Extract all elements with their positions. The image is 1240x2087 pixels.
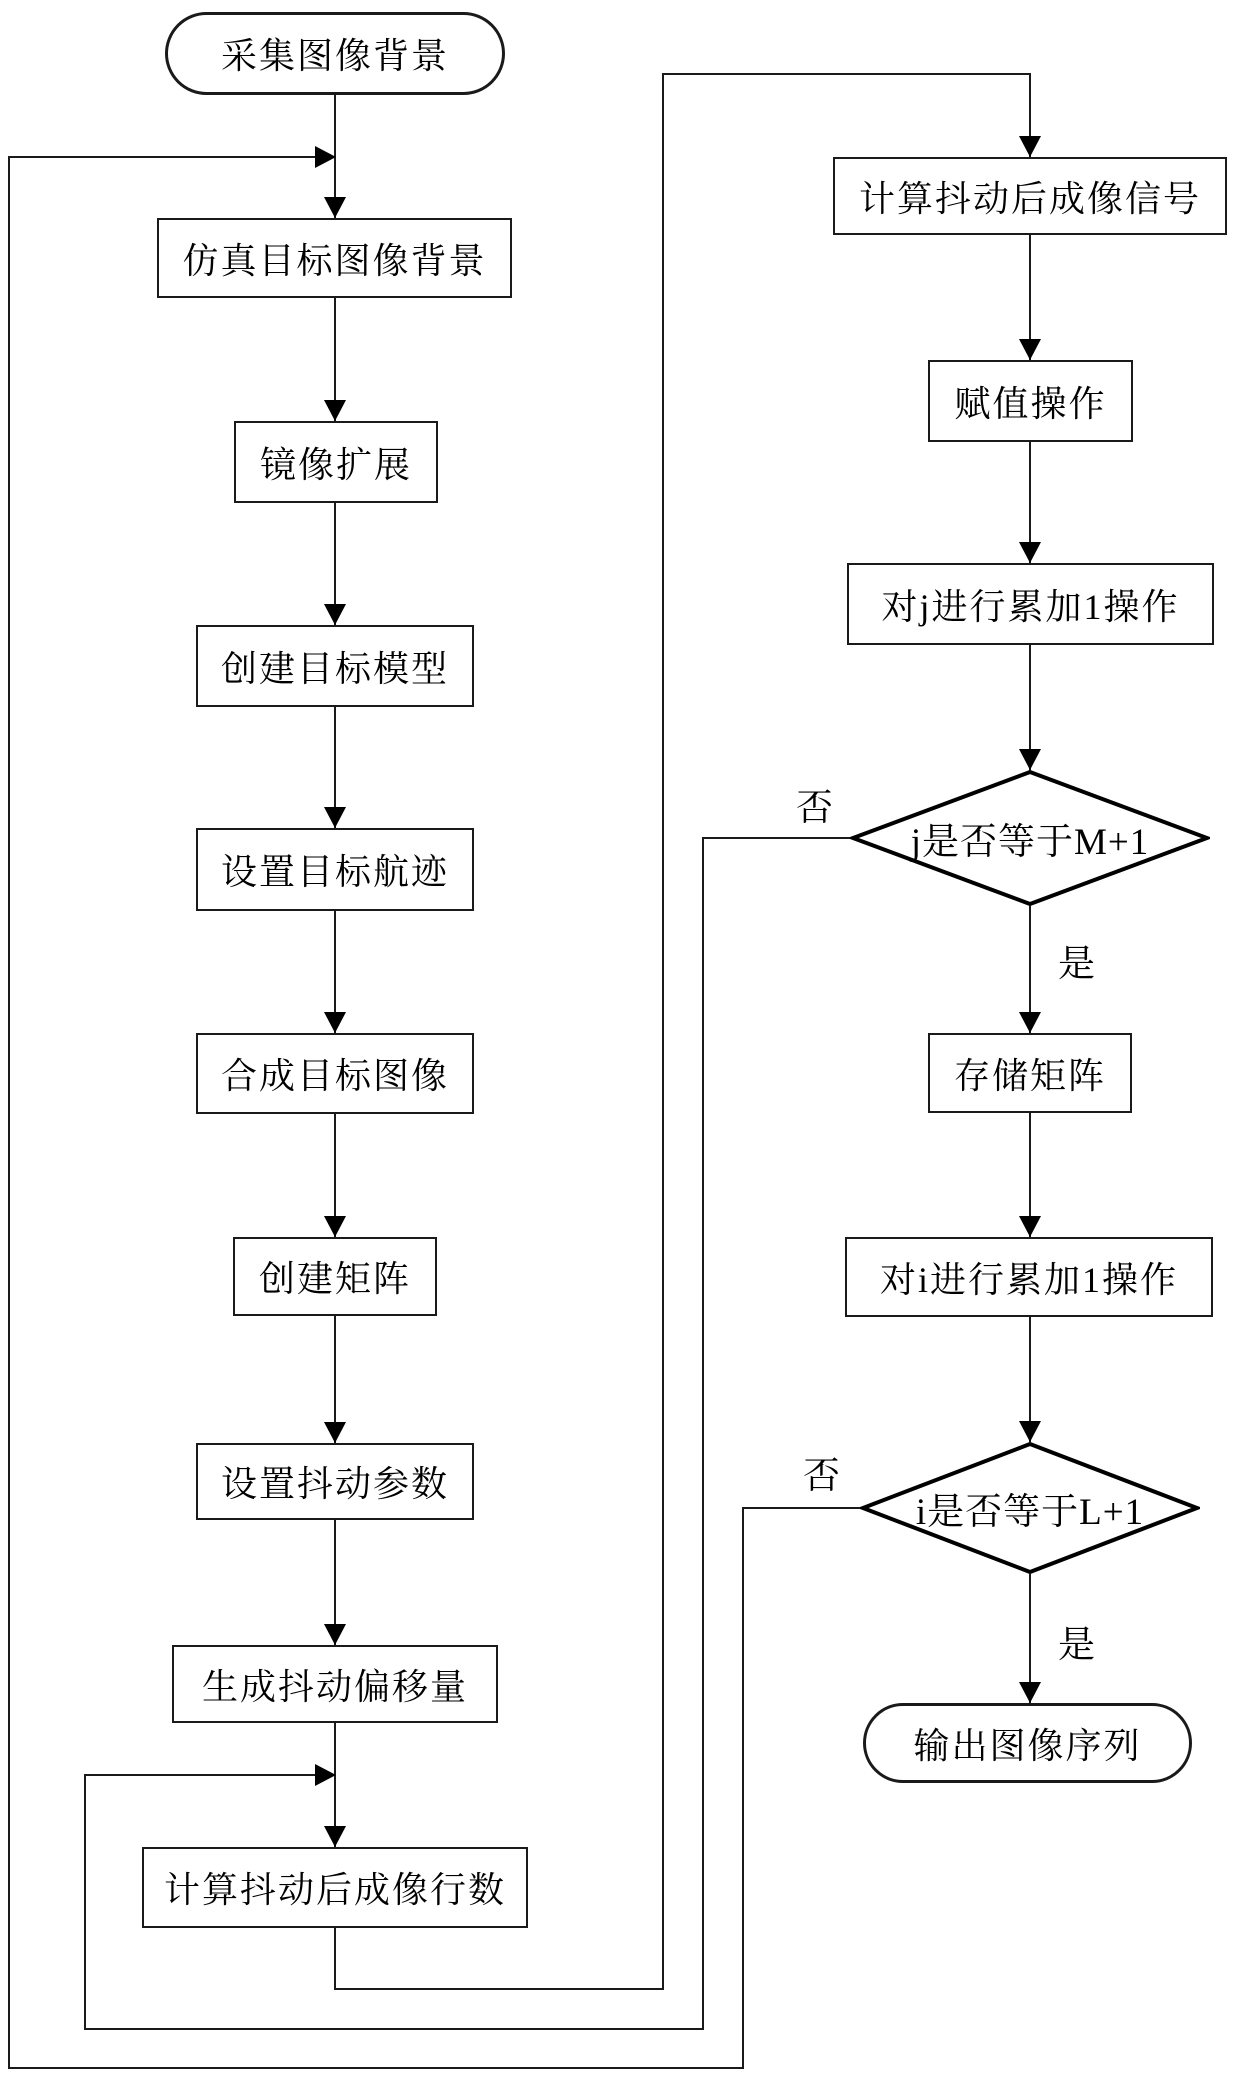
node-set-target-track-label: 设置目标航迹 <box>220 852 449 892</box>
arrowhead-into-store <box>1019 1012 1041 1033</box>
edge-checkj-no-merge <box>84 1774 318 1776</box>
node-calc-imaging-signal-label: 计算抖动后成像信号 <box>858 178 1201 219</box>
node-simulate-background-label: 仿真目标图像背景 <box>182 240 487 281</box>
node-mirror-extend-label: 镜像扩展 <box>259 444 412 485</box>
edge-checkj-no-bottom <box>84 2028 704 2030</box>
edge-checki-no-bottom <box>8 2067 744 2069</box>
edge-checkj-no-up <box>84 1774 86 2029</box>
arrowhead-into-model <box>324 604 346 625</box>
node-set-target-track <box>196 828 474 911</box>
edge-checki-no-left <box>742 1507 860 1509</box>
arrowhead-into-synth <box>324 1012 346 1033</box>
arrowhead-into-mirror <box>324 400 346 421</box>
node-end-label: 输出图像序列 <box>913 1725 1142 1766</box>
node-simulate-background <box>157 218 512 298</box>
label-check-j-yes: 是 <box>1058 944 1095 985</box>
node-generate-jitter-offset-label: 生成抖动偏移量 <box>201 1666 468 1707</box>
label-check-i-yes: 是 <box>1058 1625 1095 1666</box>
node-synthesize-target-image-label: 合成目标图像 <box>220 1056 449 1096</box>
node-store-matrix <box>928 1033 1132 1113</box>
node-increment-j-label: 对j进行累加1操作 <box>881 586 1180 627</box>
arrowhead-into-assign <box>1019 339 1041 360</box>
edge-rows-out-up <box>662 74 664 1990</box>
arrowhead-merge-top <box>315 146 336 168</box>
node-create-matrix-label: 创建矩阵 <box>258 1259 411 1299</box>
node-create-matrix <box>233 1237 437 1316</box>
arrowhead-into-simbg <box>324 197 346 218</box>
arrowhead-into-offset <box>324 1624 346 1645</box>
node-check-i-label: i是否等于L+1 <box>915 1492 1145 1533</box>
node-set-jitter-params-label: 设置抖动参数 <box>220 1464 449 1504</box>
node-check-j <box>850 770 1210 906</box>
arrowhead-into-jitter <box>324 1422 346 1443</box>
arrowhead-into-inci <box>1019 1216 1041 1237</box>
arrowhead-into-checkj <box>1019 749 1041 770</box>
node-synthesize-target-image <box>196 1033 474 1114</box>
node-increment-i-label: 对i进行累加1操作 <box>879 1259 1178 1300</box>
arrowhead-into-incj <box>1019 542 1041 563</box>
edge-rows-out-down <box>334 1928 336 1989</box>
node-assign-operation-label: 赋值操作 <box>954 383 1107 424</box>
edge-checkj-no-left <box>702 837 850 839</box>
node-calc-imaging-rows-label: 计算抖动后成像行数 <box>163 1870 506 1910</box>
node-calc-imaging-signal <box>833 157 1227 235</box>
arrowhead-into-checki <box>1019 1421 1041 1442</box>
edge-checki-no-up <box>8 156 10 2068</box>
label-check-j-no: 否 <box>796 788 833 829</box>
node-generate-jitter-offset <box>172 1645 498 1723</box>
node-create-target-model <box>196 625 474 707</box>
node-mirror-extend <box>234 421 438 503</box>
node-increment-j <box>847 563 1214 645</box>
node-end <box>863 1703 1192 1783</box>
node-calc-imaging-rows <box>142 1847 528 1928</box>
arrowhead-into-end <box>1019 1682 1041 1703</box>
node-increment-i <box>845 1237 1213 1317</box>
edge-rows-out-top <box>662 73 1031 75</box>
node-start <box>165 12 505 95</box>
node-create-target-model-label: 创建目标模型 <box>220 648 449 689</box>
node-store-matrix-label: 存储矩阵 <box>953 1055 1106 1096</box>
arrowhead-into-signal <box>1019 136 1041 157</box>
edge-checki-no-down <box>742 1507 744 2069</box>
arrowhead-into-track <box>324 807 346 828</box>
node-assign-operation <box>928 360 1133 442</box>
node-check-i <box>860 1442 1200 1574</box>
arrowhead-into-rows <box>324 1826 346 1847</box>
node-set-jitter-params <box>196 1443 474 1520</box>
edge-checki-no-merge <box>8 156 318 158</box>
arrowhead-merge-rows <box>315 1764 336 1786</box>
edge-rows-out-right <box>334 1988 664 1990</box>
arrowhead-into-matrix <box>324 1216 346 1237</box>
node-check-j-label: j是否等于M+1 <box>910 822 1150 863</box>
node-start-label: 采集图像背景 <box>220 36 449 76</box>
label-check-i-no: 否 <box>803 1456 840 1497</box>
edge-checkj-no-down <box>702 837 704 2029</box>
